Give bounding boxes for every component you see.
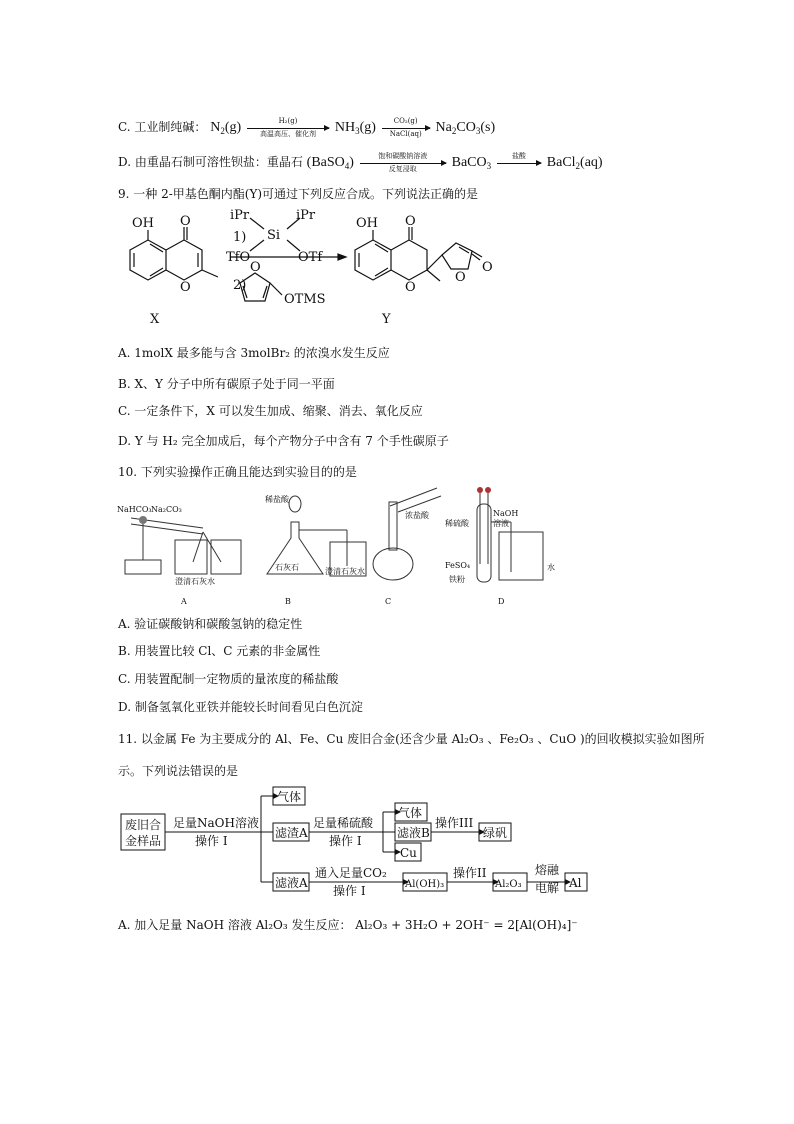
option-d-barite: D. 由重晶石制可溶性钡盐：重晶石 (BaSO$_4$) 饱和碳酸钠溶液 反复浸取 BaCO$_3$ 盐酸 BaCl$_2$(aq) (118, 152, 603, 173)
svg-text:O: O (405, 214, 416, 229)
svg-text:Y: Y (382, 312, 391, 327)
q11-option-a: A. 加入足量 NaOH 溶液 Al₂O₃ 发生反应： Al₂O₃ + 3H₂O + 2OH⁻ = 2[Al(OH)₄]⁻ (118, 918, 578, 932)
svg-text:水: 水 (547, 563, 555, 572)
svg-text:TfO: TfO (226, 250, 251, 265)
q9-option-a: A. 1molX 最多能与含 3molBr₂ 的浓溴水发生反应 (118, 346, 390, 360)
q10-apparatus (115, 482, 585, 610)
svg-text:操作 I: 操作 I (329, 834, 362, 848)
q11-stem-1: 11. 以金属 Fe 为主要成分的 Al、Fe、Cu 废旧合金(还含少量 Al₂O₃ 、Fe₂O₃ 、CuO )的回收模拟实验如图所 (118, 732, 705, 746)
q10-option-c: C. 用装置配制一定物质的量浓度的稀盐酸 (118, 672, 339, 686)
q9-option-b: B. X、Y 分子中所有碳原子处于同一平面 (118, 377, 335, 391)
svg-text:O: O (250, 260, 261, 275)
svg-text:Al: Al (569, 876, 582, 890)
svg-text:操作 I: 操作 I (195, 834, 228, 848)
svg-text:Si: Si (267, 228, 281, 243)
svg-text:OH: OH (356, 216, 378, 231)
svg-text:足量稀硫酸: 足量稀硫酸 (313, 816, 374, 830)
svg-text:浓盐酸: 浓盐酸 (405, 511, 429, 520)
svg-text:操作II: 操作II (453, 866, 487, 880)
svg-text:通入足量CO₂: 通入足量CO₂ (315, 866, 387, 880)
svg-text:NaOH: NaOH (493, 509, 519, 518)
q10-option-b: B. 用装置比较 Cl、C 元素的非金属性 (118, 644, 321, 658)
q9-option-d: D. Y 与 H₂ 完全加成后，每个产物分子中含有 7 个手性碳原子 (118, 434, 449, 448)
svg-text:足量NaOH溶液: 足量NaOH溶液 (173, 816, 259, 830)
q10-stem: 10. 下列实验操作正确且能达到实验目的的是 (118, 465, 357, 479)
svg-text:B: B (285, 597, 291, 606)
svg-text:石灰石: 石灰石 (275, 563, 299, 572)
svg-text:Cu: Cu (400, 846, 417, 860)
svg-text:OTMS: OTMS (284, 292, 326, 307)
reaction-arrow: 饱和碳酸钠溶液 反复浸取 (360, 161, 446, 164)
svg-text:X: X (150, 312, 160, 327)
reaction-arrow: CO₂(g) NaCl(aq) (382, 126, 430, 129)
svg-text:A: A (181, 597, 187, 606)
q9-stem: 9. 一种 2-甲基色酮内酯(Y)可通过下列反应合成。下列说法正确的是 (118, 187, 479, 201)
svg-text:滤渣A: 滤渣A (275, 826, 308, 840)
svg-text:铁粉: 铁粉 (449, 575, 465, 584)
svg-text:稀硫酸: 稀硫酸 (445, 519, 469, 528)
reaction-arrow: 盐酸 (497, 161, 541, 164)
svg-text:气体: 气体 (277, 790, 302, 804)
q11-stem-2: 示。下列说法错误的是 (118, 764, 239, 778)
q10-option-a: A. 验证碳酸钠和碳酸氢钠的稳定性 (118, 617, 303, 631)
reaction-arrow: H₂(g) 高温高压、催化剂 (247, 126, 329, 129)
svg-text:废旧合: 废旧合 (125, 818, 162, 832)
svg-text:OH: OH (132, 216, 154, 231)
svg-text:C: C (385, 597, 392, 606)
svg-text:O: O (405, 280, 416, 295)
svg-text:O: O (455, 270, 466, 285)
svg-text:2): 2) (233, 278, 247, 293)
q9-reaction-scheme (110, 205, 550, 330)
svg-text:OTf: OTf (298, 250, 323, 265)
svg-text:Al(OH)₃: Al(OH)₃ (405, 879, 445, 890)
svg-text:电解: 电解 (535, 881, 560, 895)
svg-text:O: O (180, 214, 191, 229)
svg-text:Na₂CO₃: Na₂CO₃ (151, 505, 182, 514)
svg-text:气体: 气体 (398, 806, 423, 820)
svg-text:O: O (482, 260, 493, 275)
svg-text:iPr: iPr (230, 208, 250, 223)
svg-text:O: O (180, 280, 191, 295)
option-c-industrial-soda: C. 工业制纯碱： $N_2(g)$ H₂(g) 高温高压、催化剂 $NH_3(g)$ CO₂(g) NaCl(aq) $Na_2CO_3(s)$ (118, 117, 496, 138)
q9-option-c: C. 一定条件下，X 可以发生加成、缩聚、消去、氧化反应 (118, 404, 423, 418)
svg-text:溶液: 溶液 (493, 519, 509, 528)
svg-text:D: D (498, 597, 505, 606)
svg-text:操作III: 操作III (435, 816, 474, 830)
svg-text:操作 I: 操作 I (333, 884, 366, 896)
svg-text:NaHCO₃: NaHCO₃ (117, 505, 152, 514)
svg-text:熔融: 熔融 (535, 863, 560, 877)
svg-text:1): 1) (233, 230, 247, 245)
svg-text:滤液B: 滤液B (397, 826, 430, 840)
svg-text:澄清石灰水: 澄清石灰水 (325, 567, 365, 576)
svg-text:绿矾: 绿矾 (483, 826, 508, 840)
q10-option-d: D. 制备氢氧化亚铁并能较长时间看见白色沉淀 (118, 700, 363, 714)
svg-text:FeSO₄: FeSO₄ (445, 561, 471, 570)
q11-flowchart (115, 782, 595, 896)
svg-text:滤液A: 滤液A (275, 876, 308, 890)
svg-text:稀盐酸: 稀盐酸 (265, 495, 289, 504)
svg-text:iPr: iPr (296, 208, 316, 223)
svg-text:Al₂O₃: Al₂O₃ (495, 879, 522, 890)
svg-text:金样品: 金样品 (125, 834, 162, 848)
svg-text:澄清石灰水: 澄清石灰水 (175, 577, 215, 586)
